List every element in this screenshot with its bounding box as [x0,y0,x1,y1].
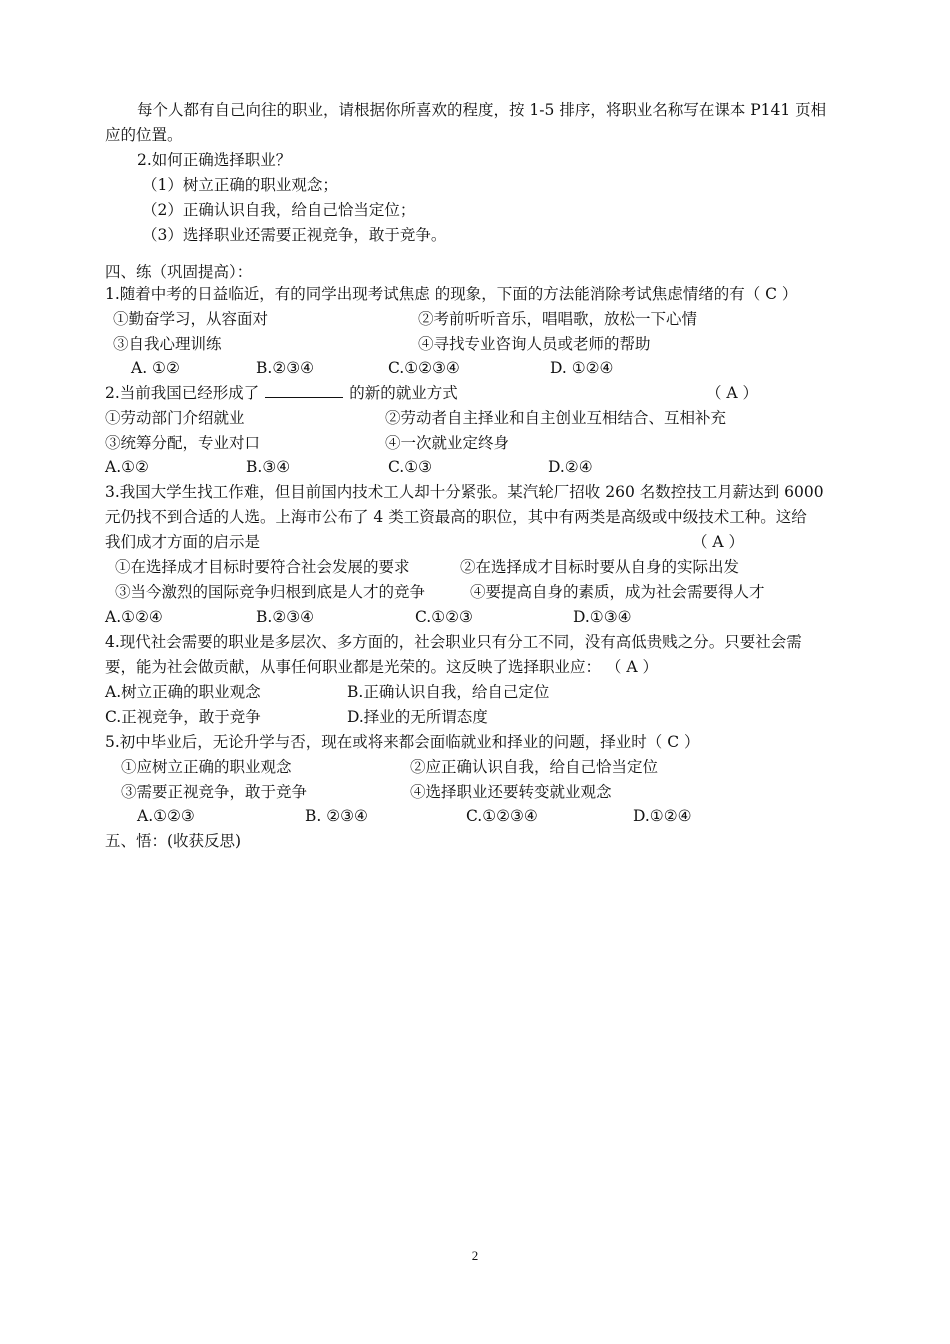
q2-choice-c: C.①③ [388,458,433,476]
q3-stem-line-2: 元仍找不到合适的人选。上海市公布了 4 类工资最高的职位，其中有两类是高级或中级技术工种。这给 [105,508,807,526]
intro-item-2: （2）正确认识自我，给自己恰当定位； [142,201,416,219]
q2-choice-b: B.③④ [246,458,291,476]
q1-choice-c: C.①②③④ [388,359,460,377]
section-5-heading: 五、悟：(收获反思) [105,832,242,850]
q2-option-1: ①劳动部门介绍就业 [105,409,245,427]
q5-option-3: ③需要正视竞争，敢于竞争 [121,783,308,801]
section-4-heading: 四、练（巩固提高）： [105,263,253,281]
q4-stem-line-1: 4.现代社会需要的职业是多层次、多方面的，社会职业只有分工不同，没有高低贵贱之分。只要社会需 [105,633,802,651]
q2-blank [265,383,343,398]
q3-answer: （ A ） [692,533,745,551]
q2-option-4: ④一次就业定终身 [385,434,510,452]
q3-option-2: ②在选择成才目标时要从自身的实际出发 [460,558,740,576]
intro-paragraph-line-1: 每个人都有自己向往的职业，请根据你所喜欢的程度，按 1-5 排序，将职业名称写在课本 P141 页相 [137,101,827,119]
q1-choice-a: A. ①② [131,359,180,377]
intro-item-3: （3）选择职业还需要正视竞争，敢于竞争。 [142,226,447,244]
q2-option-3: ③统筹分配，专业对口 [105,434,261,452]
q5-choice-b: B. ②③④ [305,807,368,825]
q5-option-1: ①应树立正确的职业观念 [121,758,292,776]
q4-choice-a: A.树立正确的职业观念 [105,683,261,701]
q4-choice-d: D.择业的无所谓态度 [347,708,488,726]
page-number: 2 [471,1248,479,1263]
q3-option-1: ①在选择成才目标时要符合社会发展的要求 [115,558,410,576]
intro-question-2: 2.如何正确选择职业？ [137,151,292,169]
q2-stem [105,383,458,403]
q2-answer: （ A ） [706,384,759,402]
q4-choice-b: B.正确认识自我，给自己定位 [347,683,550,701]
q3-option-3: ③当今激烈的国际竞争归根到底是人才的竞争 [115,583,426,601]
q3-option-4: ④要提高自身的素质，成为社会需要得人才 [470,583,765,601]
q2-stem-post: 的新的就业方式 [349,384,458,402]
q2-choice-d: D.②④ [548,458,593,476]
q3-choice-c: C.①②③ [415,608,473,626]
q5-choice-a: A.①②③ [137,807,195,825]
q3-choice-d: D.①③④ [573,608,632,626]
q4-stem-line-2: 要，能为社会做贡献，从事任何职业都是光荣的。这反映了选择职业应： （ A ） [105,658,658,676]
q5-option-2: ②应正确认识自我，给自己恰当定位 [410,758,659,776]
intro-paragraph-line-2: 应的位置。 [105,126,183,144]
q1-choice-d: D. ①②④ [550,359,614,377]
q4-choice-c: C.正视竞争，敢于竞争 [105,708,261,726]
intro-item-1: （1）树立正确的职业观念； [142,176,338,194]
q1-choice-b: B.②③④ [256,359,315,377]
q5-stem: 5.初中毕业后，无论升学与否，现在或将来都会面临就业和择业的问题，择业时（ C ） [105,733,700,751]
q3-choice-a: A.①②④ [105,608,163,626]
q5-option-4: ④选择职业还要转变就业观念 [410,783,612,801]
q1-stem: 1.随着中考的日益临近，有的同学出现考试焦虑 的现象，下面的方法能消除考试焦虑情绪的有（ C ） [105,285,798,303]
q2-stem-pre: 2.当前我国已经形成了 [105,384,260,402]
q5-choice-c: C.①②③④ [466,807,538,825]
q2-choice-a: A.①② [105,458,149,476]
q2-option-2: ②劳动者自主择业和自主创业互相结合、互相补充 [385,409,727,427]
q1-option-1: ①勤奋学习，从容面对 [113,310,269,328]
q1-option-2: ②考前听听音乐，唱唱歌，放松一下心情 [418,310,698,328]
q3-stem-line-1: 3.我国大学生找工作难，但目前国内技术工人却十分紧张。某汽轮厂招收 260 名数控技工月薪达到 6000 [105,483,824,501]
q3-stem-line-3: 我们成才方面的启示是 [105,533,261,551]
q5-choice-d: D.①②④ [633,807,692,825]
q1-option-4: ④寻找专业咨询人员或老师的帮助 [418,335,651,353]
q1-option-3: ③自我心理训练 [113,335,222,353]
q3-choice-b: B.②③④ [256,608,315,626]
